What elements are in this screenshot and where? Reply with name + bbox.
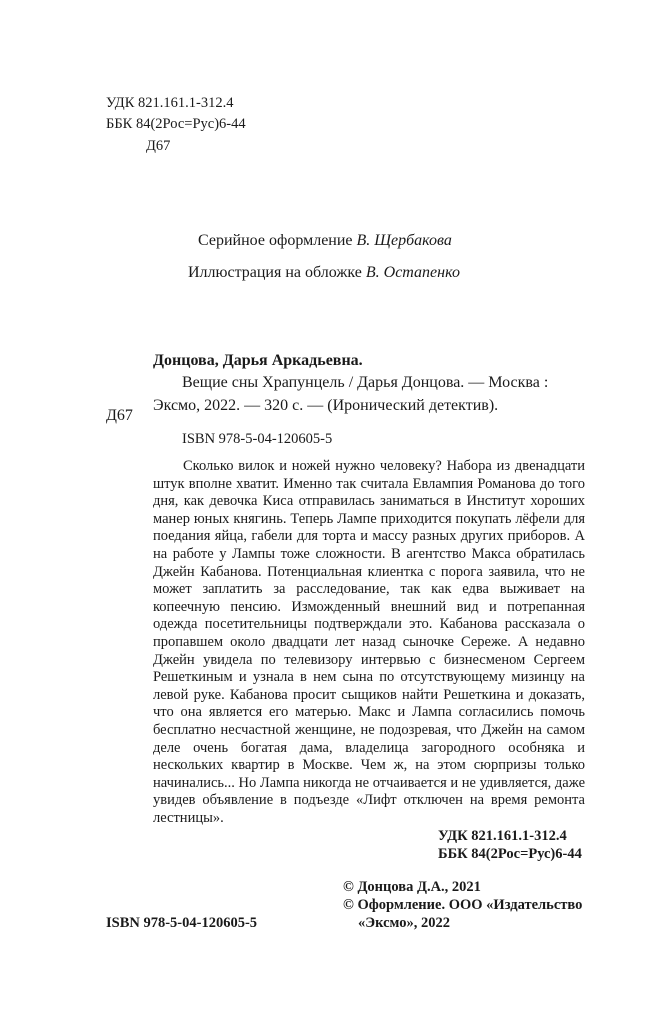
cover-illustration-credit <box>188 263 460 283</box>
series-design-name: В. Щербакова <box>356 232 452 249</box>
cover-illustration-name: В. Остапенко <box>365 264 460 281</box>
series-design-label: Серийное оформление <box>198 232 353 249</box>
series-design-credit <box>198 231 452 251</box>
footer-isbn: ISBN 978-5-04-120605-5 <box>106 915 258 931</box>
record-isbn: ISBN 978-5-04-120605-5 <box>182 431 333 447</box>
record-author-mark: Д67 <box>106 407 133 424</box>
copyright-publisher: «Эксмо», 2022 <box>358 915 450 931</box>
record-bbk: ББК 84(2Рос=Рус)6-44 <box>438 846 582 862</box>
udk-code: УДК 821.161.1-312.4 <box>106 95 234 111</box>
title-line: Вещие сны Храпунцель / Дарья Донцова. — Москва : <box>182 374 549 391</box>
annotation: Сколько вилок и ножей нужно человеку? Набора из двенадцати штук вполне хватит. Именно так считала Евлампия Романова до того дня, как девочка Киса отправилась заниматься в Институт хороших манер юных княгинь. Теперь Лампе приходится покупать лёфели для поедания яйца, габели для торта и массу разных других приборов. А на работе у Лампы тоже сложности. В агентство Макса обратилась Джейн Кабанова. Потенциальная клиентка с порога заявила, что не может заплатить за расследование, так как едва выживает на копеечную пенсию. Изможденный внешний вид и потрепанная одежда посетительницы подтверждали это. Кабанова рассказала о пропавшем около двадцати лет назад сыночке Сереже. А недавно Джейн увидела по телевизору интервью с бизнесменом Сергеем Решеткиным и узнала в нем сына по отсутствующему мизинцу на левой руке. Кабанова просит сыщиков найти Решеткина и доказать, что она является его матерью. Макс и Лампа согласились помочь бесплатно несчастной женщине, не подозревая, что Джейн на самом деле очень богатая дама, владелица загородного особняка и нескольких квартир в Москве. Чем ж, на этом сюрпризы только начинались... Но Лампа никогда не отчаивается и не удивляется, даже увидев объявление в подъезде «Лифт отключен на время ремонта лестницы». <box>153 458 585 826</box>
bbk-code: ББК 84(2Рос=Рус)6-44 <box>106 116 246 132</box>
cover-illustration-label: Иллюстрация на обложке <box>188 264 362 281</box>
copyright-author: © Донцова Д.А., 2021 <box>343 879 481 895</box>
author-heading: Донцова, Дарья Аркадьевна. <box>153 352 363 369</box>
record-udk: УДК 821.161.1-312.4 <box>438 828 567 844</box>
publisher-line: Эксмо, 2022. — 320 с. — (Иронический детектив). <box>153 397 499 414</box>
author-mark: Д67 <box>146 138 171 154</box>
copyright-design: © Оформление. ООО «Издательство <box>343 897 583 913</box>
